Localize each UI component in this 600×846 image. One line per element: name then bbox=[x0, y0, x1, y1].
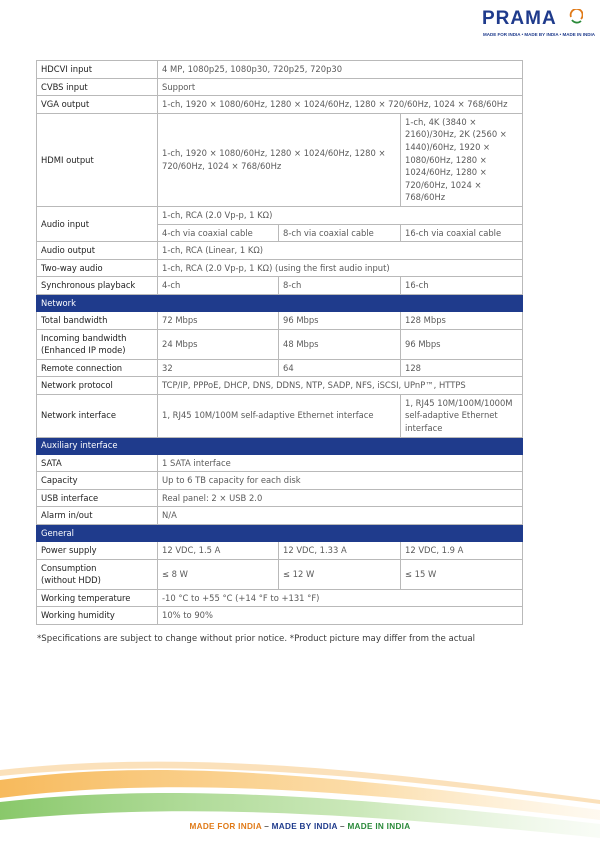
value-audio-input-col2: 8-ch via coaxial cable bbox=[279, 224, 401, 242]
label-remote-connection: Remote connection bbox=[37, 359, 158, 377]
row-audio-input bbox=[37, 206, 523, 224]
label-vga-output: VGA output bbox=[37, 96, 158, 114]
value-network-interface-b: 1, RJ45 10M/100M/1000M self-adaptive Ethernet interface bbox=[401, 394, 523, 437]
row-audio-output bbox=[37, 242, 523, 260]
value-working-humidity: 10% to 90% bbox=[158, 607, 523, 625]
row-sync-playback bbox=[37, 277, 523, 295]
brand-name: PRAMA bbox=[482, 8, 557, 29]
row-two-way-audio bbox=[37, 259, 523, 277]
value-audio-input-col3: 16-ch via coaxial cable bbox=[401, 224, 523, 242]
value-working-temperature: -10 °C to +55 °C (+14 °F to +131 °F) bbox=[158, 589, 523, 607]
value-audio-input: 1-ch, RCA (2.0 Vp-p, 1 KΩ) bbox=[158, 206, 523, 224]
row-vga-output bbox=[37, 96, 523, 114]
value-two-way-audio: 1-ch, RCA (2.0 Vp-p, 1 KΩ) (using the first audio input) bbox=[158, 259, 523, 277]
label-usb: USB interface bbox=[37, 489, 158, 507]
label-working-humidity: Working humidity bbox=[37, 607, 158, 625]
row-usb bbox=[37, 489, 523, 507]
footer-separator-2: – bbox=[340, 822, 345, 831]
value-sync-playback-col3: 16-ch bbox=[401, 277, 523, 295]
value-remote-connection-col2: 64 bbox=[279, 359, 401, 377]
value-capacity: Up to 6 TB capacity for each disk bbox=[158, 472, 523, 490]
label-alarm: Alarm in/out bbox=[37, 507, 158, 525]
value-remote-connection-col1: 32 bbox=[158, 359, 279, 377]
value-power-supply-col3: 12 VDC, 1.9 A bbox=[401, 542, 523, 560]
row-incoming-bandwidth bbox=[37, 329, 523, 359]
brand-logo bbox=[482, 8, 595, 40]
value-hdcvi-input: 4 MP, 1080p25, 1080p30, 720p25, 720p30 bbox=[158, 61, 523, 79]
footer-made-for: MADE FOR INDIA bbox=[189, 822, 262, 831]
label-sync-playback: Synchronous playback bbox=[37, 277, 158, 295]
logo-swoosh-icon bbox=[569, 9, 583, 25]
row-total-bandwidth bbox=[37, 311, 523, 329]
row-hdcvi-input bbox=[37, 61, 523, 79]
row-hdmi-output bbox=[37, 113, 523, 206]
label-two-way-audio: Two-way audio bbox=[37, 259, 158, 277]
spec-table bbox=[36, 60, 523, 625]
label-cvbs-input: CVBS input bbox=[37, 78, 158, 96]
value-sync-playback-col1: 4-ch bbox=[158, 277, 279, 295]
value-total-bandwidth-col1: 72 Mbps bbox=[158, 311, 279, 329]
label-incoming-bandwidth-line1: Incoming bandwidth bbox=[41, 332, 127, 343]
value-remote-connection-col3: 128 bbox=[401, 359, 523, 377]
value-cvbs-input: Support bbox=[158, 78, 523, 96]
value-sata: 1 SATA interface bbox=[158, 454, 523, 472]
value-power-supply-col1: 12 VDC, 1.5 A bbox=[158, 542, 279, 560]
label-audio-input: Audio input bbox=[37, 206, 158, 241]
section-auxiliary-title: Auxiliary interface bbox=[37, 437, 523, 454]
value-consumption-col2: ≤ 12 W bbox=[279, 559, 401, 589]
row-cvbs-input bbox=[37, 78, 523, 96]
value-hdmi-output-b: 1-ch, 4K (3840 × 2160)/30Hz, 2K (2560 × 1440)/60Hz, 1920 × 1080/60Hz, 1280 × 1024/60Hz, 1280 × 720/60Hz, 1024 × 768/60Hz bbox=[401, 113, 523, 206]
row-network-interface bbox=[37, 394, 523, 437]
footer-separator-1: – bbox=[264, 822, 270, 831]
row-capacity bbox=[37, 472, 523, 490]
value-incoming-bandwidth-col1: 24 Mbps bbox=[158, 329, 279, 359]
row-power-supply bbox=[37, 542, 523, 560]
value-hdmi-output-a: 1-ch, 1920 × 1080/60Hz, 1280 × 1024/60Hz, 1280 × 720/60Hz, 1024 × 768/60Hz bbox=[158, 113, 401, 206]
value-consumption-col1: ≤ 8 W bbox=[158, 559, 279, 589]
footnote: *Specifications are subject to change without prior notice. *Product picture may differ from the actual bbox=[37, 634, 475, 644]
row-remote-connection bbox=[37, 359, 523, 377]
row-working-temperature bbox=[37, 589, 523, 607]
label-consumption-line1: Consumption bbox=[41, 562, 97, 573]
value-power-supply-col2: 12 VDC, 1.33 A bbox=[279, 542, 401, 560]
section-general-title: General bbox=[37, 525, 523, 542]
label-hdmi-output: HDMI output bbox=[37, 113, 158, 206]
label-sata: SATA bbox=[37, 454, 158, 472]
label-total-bandwidth: Total bandwidth bbox=[37, 311, 158, 329]
label-power-supply: Power supply bbox=[37, 542, 158, 560]
label-network-protocol: Network protocol bbox=[37, 377, 158, 395]
value-usb: Real panel: 2 × USB 2.0 bbox=[158, 489, 523, 507]
value-audio-input-col1: 4-ch via coaxial cable bbox=[158, 224, 279, 242]
value-total-bandwidth-col3: 128 Mbps bbox=[401, 311, 523, 329]
section-network bbox=[37, 294, 523, 311]
label-incoming-bandwidth-line2: (Enhanced IP mode) bbox=[41, 345, 126, 356]
footer-tagline bbox=[0, 822, 600, 831]
row-alarm bbox=[37, 507, 523, 525]
value-total-bandwidth-col2: 96 Mbps bbox=[279, 311, 401, 329]
footer-made-by: MADE BY INDIA bbox=[271, 822, 338, 831]
value-consumption-col3: ≤ 15 W bbox=[401, 559, 523, 589]
label-capacity: Capacity bbox=[37, 472, 158, 490]
label-consumption-line2: (without HDD) bbox=[41, 575, 101, 586]
value-vga-output: 1-ch, 1920 × 1080/60Hz, 1280 × 1024/60Hz, 1280 × 720/60Hz, 1024 × 768/60Hz bbox=[158, 96, 523, 114]
row-consumption bbox=[37, 559, 523, 589]
section-general bbox=[37, 525, 523, 542]
value-sync-playback-col2: 8-ch bbox=[279, 277, 401, 295]
value-alarm: N/A bbox=[158, 507, 523, 525]
label-audio-output: Audio output bbox=[37, 242, 158, 260]
row-working-humidity bbox=[37, 607, 523, 625]
value-incoming-bandwidth-col2: 48 Mbps bbox=[279, 329, 401, 359]
value-audio-output: 1-ch, RCA (Linear, 1 KΩ) bbox=[158, 242, 523, 260]
row-network-protocol bbox=[37, 377, 523, 395]
value-incoming-bandwidth-col3: 96 Mbps bbox=[401, 329, 523, 359]
value-network-protocol: TCP/IP, PPPoE, DHCP, DNS, DDNS, NTP, SADP, NFS, iSCSI, UPnP™, HTTPS bbox=[158, 377, 523, 395]
label-incoming-bandwidth bbox=[37, 329, 158, 359]
brand-tagline: MADE FOR INDIA • MADE BY INDIA • MADE IN INDIA bbox=[483, 32, 595, 37]
label-network-interface: Network interface bbox=[37, 394, 158, 437]
row-sata bbox=[37, 454, 523, 472]
section-auxiliary bbox=[37, 437, 523, 454]
label-consumption bbox=[37, 559, 158, 589]
label-working-temperature: Working temperature bbox=[37, 589, 158, 607]
value-network-interface-a: 1, RJ45 10M/100M self-adaptive Ethernet interface bbox=[158, 394, 401, 437]
section-network-title: Network bbox=[37, 294, 523, 311]
label-hdcvi-input: HDCVI input bbox=[37, 61, 158, 79]
footer-made-in: MADE IN INDIA bbox=[347, 822, 411, 831]
